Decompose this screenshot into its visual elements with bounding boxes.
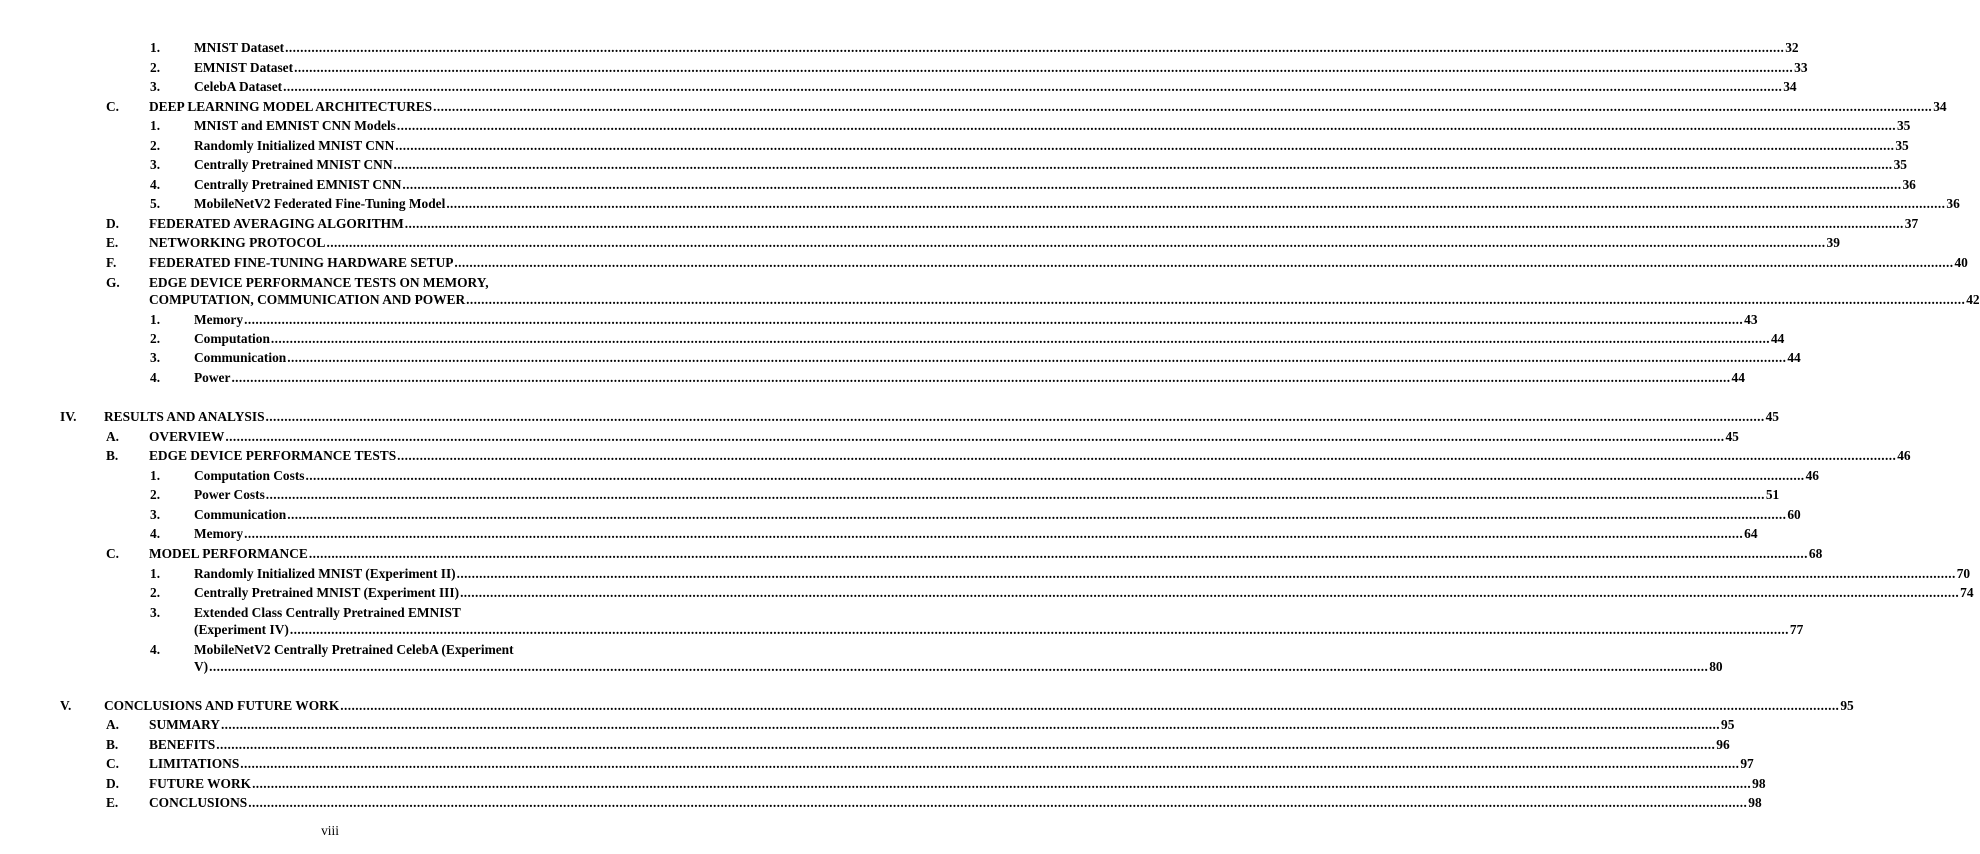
toc-entry-body <box>194 38 1799 58</box>
toc-entry-body <box>104 696 1854 716</box>
toc-entry-page: 35 <box>1893 157 1907 172</box>
toc-entry-number: 1. <box>150 40 161 55</box>
toc-entry-page: 68 <box>1808 546 1823 561</box>
toc-entry-page: 60 <box>1787 507 1801 522</box>
toc-entry-body <box>194 524 1758 544</box>
toc-entry[interactable] <box>0 310 1758 330</box>
toc-entry-title: COMPUTATION, COMMUNICATION AND POWER <box>149 292 466 307</box>
toc-entry[interactable] <box>0 485 1780 505</box>
toc-dot-leader: ................................................................................................................................................................................................................................................................................................................................................................................................................ <box>285 40 1785 55</box>
toc-entry-number: V. <box>60 698 72 713</box>
toc-entry-page: 70 <box>1956 566 1971 581</box>
toc-entry-body <box>194 116 1911 136</box>
toc-entry-body <box>149 774 1766 794</box>
toc-entry-page: 45 <box>1765 409 1779 424</box>
toc-entry-page: 95 <box>1840 698 1854 713</box>
toc-entry[interactable] <box>0 583 1974 603</box>
toc-entry[interactable] <box>0 348 1801 368</box>
toc-dot-leader: ................................................................................................................................................................................................................................................................................................................................................................................................................ <box>265 409 1765 424</box>
toc-entry-number: C. <box>106 99 120 114</box>
toc-entry-title: EMNIST Dataset <box>194 60 294 75</box>
toc-entry-title: FUTURE WORK <box>149 776 252 791</box>
toc-dot-leader: ................................................................................................................................................................................................................................................................................................................................................................................................................ <box>265 487 1765 502</box>
toc-entry-number: 1. <box>150 312 161 327</box>
toc-entry[interactable] <box>0 77 1797 97</box>
toc-entry-page: 45 <box>1725 429 1739 444</box>
toc-entry-title: Centrally Pretrained MNIST CNN <box>194 157 393 172</box>
toc-entry-number: 5. <box>150 196 161 211</box>
toc-entry-title: Communication <box>194 350 287 365</box>
toc-entry-title: Centrally Pretrained EMNIST CNN <box>194 177 402 192</box>
toc-entry-body <box>149 735 1730 755</box>
toc-entry-title: Randomly Initialized MNIST CNN <box>194 138 395 153</box>
toc-entry[interactable] <box>0 774 1766 794</box>
toc-dot-leader: ................................................................................................................................................................................................................................................................................................................................................................................................................ <box>252 776 1752 791</box>
toc-entry[interactable] <box>0 233 1840 253</box>
toc-entry-page: 97 <box>1740 756 1754 771</box>
toc-entry[interactable] <box>0 194 1960 214</box>
toc-entry-number: 3. <box>150 507 161 522</box>
toc-entry-page: 43 <box>1744 312 1758 327</box>
toc-entry-number: 1. <box>150 566 161 581</box>
toc-entry-title: Memory <box>194 312 244 327</box>
toc-entry-body <box>149 97 1947 117</box>
toc-dot-leader: ................................................................................................................................................................................................................................................................................................................................................................................................................ <box>433 99 1933 114</box>
toc-entry-number: 3. <box>150 157 161 172</box>
toc-entry-body <box>194 505 1801 525</box>
toc-dot-leader: ................................................................................................................................................................................................................................................................................................................................................................................................................ <box>209 659 1709 674</box>
toc-dot-leader: ................................................................................................................................................................................................................................................................................................................................................................................................................ <box>225 429 1725 444</box>
toc-entry-title: LIMITATIONS <box>149 756 240 771</box>
toc-entry-title: OVERVIEW <box>149 429 225 444</box>
toc-entry-number: 2. <box>150 487 161 502</box>
toc-entry-title: SUMMARY <box>149 717 220 732</box>
toc-dot-leader: ................................................................................................................................................................................................................................................................................................................................................................................................................ <box>396 118 1896 133</box>
toc-entry-title: Memory <box>194 526 244 541</box>
toc-entry-number: F. <box>106 255 117 270</box>
toc-dot-leader: ................................................................................................................................................................................................................................................................................................................................................................................................................ <box>244 526 1744 541</box>
toc-entry[interactable] <box>0 754 1754 774</box>
toc-dot-leader: ................................................................................................................................................................................................................................................................................................................................................................................................................ <box>231 370 1731 385</box>
toc-dot-leader: ................................................................................................................................................................................................................................................................................................................................................................................................................ <box>287 507 1787 522</box>
toc-entry-number: A. <box>106 717 120 732</box>
toc-entry[interactable] <box>0 368 1745 388</box>
toc-entry-body <box>104 407 1779 427</box>
toc-entry[interactable] <box>0 116 1911 136</box>
toc-entry-title: FEDERATED FINE-TUNING HARDWARE SETUP <box>149 255 454 270</box>
toc-entry-body <box>194 368 1745 388</box>
toc-entry-number: G. <box>106 275 120 290</box>
toc-entry-body <box>194 155 1907 175</box>
toc-entry-title: Centrally Pretrained MNIST (Experiment III) <box>194 585 460 600</box>
toc-entry-title: V) <box>194 659 209 674</box>
toc-entry-title: Computation <box>194 331 270 346</box>
toc-entry-number: 2. <box>150 331 161 346</box>
toc-entry[interactable] <box>0 657 1723 677</box>
toc-entry-title: BENEFITS <box>149 737 216 752</box>
toc-entry-title: MNIST and EMNIST CNN Models <box>194 118 396 133</box>
toc-entry-body <box>194 175 1916 195</box>
toc-entry-number: D. <box>106 216 120 231</box>
toc-entry-body <box>149 715 1735 735</box>
toc-dot-leader: ................................................................................................................................................................................................................................................................................................................................................................................................................ <box>287 350 1787 365</box>
toc-entry-title: Power Costs <box>194 487 265 502</box>
toc-entry-body <box>194 136 1909 156</box>
toc-entry-body <box>149 544 1823 564</box>
toc-entry-number: C. <box>106 756 120 771</box>
toc-entry-number: 2. <box>150 138 161 153</box>
toc-entry-number: C. <box>106 546 120 561</box>
toc-entry-page: 46 <box>1897 448 1911 463</box>
toc-entry-body <box>194 620 1804 640</box>
toc-entry-page: 74 <box>1960 585 1974 600</box>
toc-entry-body <box>149 427 1739 447</box>
toc-entry-page: 95 <box>1721 717 1735 732</box>
toc-entry[interactable] <box>0 505 1801 525</box>
toc-entry-body <box>149 290 1980 310</box>
toc-entry-body <box>149 253 1968 273</box>
toc-entry-page: 34 <box>1933 99 1947 114</box>
toc-entry-title: MODEL PERFORMANCE <box>149 546 308 561</box>
toc-entry[interactable] <box>0 427 1739 447</box>
toc-entry-body <box>194 564 1971 584</box>
toc-entry-body <box>149 793 1762 813</box>
toc-dot-leader: ................................................................................................................................................................................................................................................................................................................................................................................................................ <box>240 756 1740 771</box>
toc-entry-title: MobileNetV2 Federated Fine-Tuning Model <box>194 196 446 211</box>
toc-entry-page: 51 <box>1765 487 1780 502</box>
toc-entry[interactable] <box>0 329 1785 349</box>
toc-entry-body <box>194 348 1801 368</box>
toc-entry[interactable] <box>0 407 1779 427</box>
toc-entry-page: 35 <box>1896 118 1911 133</box>
toc-dot-leader: ................................................................................................................................................................................................................................................................................................................................................................................................................ <box>248 795 1748 810</box>
toc-entry-number: 4. <box>150 370 161 385</box>
toc-entry-page: 98 <box>1752 776 1766 791</box>
toc-entry-number: A. <box>106 429 120 444</box>
toc-entry[interactable] <box>0 290 1980 310</box>
toc-dot-leader: ................................................................................................................................................................................................................................................................................................................................................................................................................ <box>283 79 1783 94</box>
toc-dot-leader: ................................................................................................................................................................................................................................................................................................................................................................................................................ <box>308 546 1808 561</box>
toc-entry[interactable] <box>0 793 1762 813</box>
toc-entry-body <box>194 466 1819 486</box>
toc-entry[interactable] <box>0 253 1968 273</box>
toc-entry-page: 36 <box>1946 196 1960 211</box>
toc-entry-number: 3. <box>150 605 161 620</box>
toc-entry-title: EDGE DEVICE PERFORMANCE TESTS <box>149 448 397 463</box>
toc-entry-page: 34 <box>1783 79 1797 94</box>
toc-entry[interactable] <box>0 715 1735 735</box>
toc-entry-body <box>149 754 1754 774</box>
toc-entry-number: B. <box>106 737 119 752</box>
toc-dot-leader: ................................................................................................................................................................................................................................................................................................................................................................................................................ <box>216 737 1716 752</box>
toc-entry[interactable] <box>0 136 1909 156</box>
toc-dot-leader: ................................................................................................................................................................................................................................................................................................................................................................................................................ <box>244 312 1744 327</box>
toc-entry-title: MobileNetV2 Centrally Pretrained CelebA (Experiment <box>194 642 514 657</box>
page-number: viii <box>321 823 339 838</box>
toc-entry-title: (Experiment IV) <box>194 622 289 637</box>
toc-entry-title: DEEP LEARNING MODEL ARCHITECTURES <box>149 99 433 114</box>
toc-entry-body <box>194 657 1723 677</box>
toc-dot-leader: ................................................................................................................................................................................................................................................................................................................................................................................................................ <box>446 196 1946 211</box>
toc-entry[interactable] <box>0 446 1911 466</box>
toc-entry-title: NETWORKING PROTOCOL <box>149 235 326 250</box>
toc-entry-title: Randomly Initialized MNIST (Experiment II) <box>194 566 456 581</box>
toc-entry[interactable] <box>0 544 1823 564</box>
toc-entry-body <box>194 329 1785 349</box>
toc-entry-page: 64 <box>1744 526 1758 541</box>
toc-entry-number: IV. <box>60 409 77 424</box>
toc-entry-page: 44 <box>1731 370 1745 385</box>
toc-entry-number: 2. <box>150 585 161 600</box>
toc-entry-page: 32 <box>1785 40 1799 55</box>
toc-entry-page: 46 <box>1805 468 1819 483</box>
toc-entry[interactable] <box>0 175 1916 195</box>
toc-entry-body <box>194 583 1974 603</box>
toc-entry[interactable] <box>0 524 1758 544</box>
toc-entry-number: 4. <box>150 526 161 541</box>
toc-entry-body <box>149 233 1840 253</box>
toc-entry-number: 4. <box>150 177 161 192</box>
toc-entry-page: 98 <box>1748 795 1762 810</box>
toc-entry-title: FEDERATED AVERAGING ALGORITHM <box>149 216 404 231</box>
toc-dot-leader: ................................................................................................................................................................................................................................................................................................................................................................................................................ <box>404 216 1904 231</box>
toc-entry-number: B. <box>106 448 119 463</box>
toc-dot-leader: ................................................................................................................................................................................................................................................................................................................................................................................................................ <box>270 331 1770 346</box>
toc-entry-number: E. <box>106 235 119 250</box>
toc-entry-page: 44 <box>1787 350 1801 365</box>
toc-entry-number: 2. <box>150 60 161 75</box>
toc-entry-body <box>194 194 1960 214</box>
toc-dot-leader: ................................................................................................................................................................................................................................................................................................................................................................................................................ <box>466 292 1966 307</box>
toc-entry-body <box>149 446 1911 466</box>
toc-entry-title: Power <box>194 370 231 385</box>
toc-entry-title: Extended Class Centrally Pretrained EMNIST <box>194 605 461 620</box>
toc-entry-page: 39 <box>1826 235 1840 250</box>
toc-dot-leader: ................................................................................................................................................................................................................................................................................................................................................................................................................ <box>294 60 1794 75</box>
toc-dot-leader: ................................................................................................................................................................................................................................................................................................................................................................................................................ <box>326 235 1826 250</box>
toc-entry-number: 3. <box>150 350 161 365</box>
toc-entry-number: E. <box>106 795 119 810</box>
toc-dot-leader: ................................................................................................................................................................................................................................................................................................................................................................................................................ <box>220 717 1720 732</box>
toc-entry-title: CelebA Dataset <box>194 79 283 94</box>
toc-entry-page: 37 <box>1904 216 1919 231</box>
toc-entry[interactable] <box>0 38 1799 58</box>
toc-entry[interactable] <box>0 735 1730 755</box>
toc-entry-number: 1. <box>150 468 161 483</box>
toc-dot-leader: ................................................................................................................................................................................................................................................................................................................................................................................................................ <box>402 177 1902 192</box>
toc-dot-leader: ................................................................................................................................................................................................................................................................................................................................................................................................................ <box>460 585 1960 600</box>
toc-dot-leader: ................................................................................................................................................................................................................................................................................................................................................................................................................ <box>305 468 1805 483</box>
toc-entry-number: 1. <box>150 118 161 133</box>
toc-dot-leader: ................................................................................................................................................................................................................................................................................................................................................................................................................ <box>340 698 1840 713</box>
toc-entry-page: 36 <box>1902 177 1916 192</box>
toc-entry[interactable] <box>0 620 1804 640</box>
toc-entry-title: CONCLUSIONS <box>149 795 248 810</box>
toc-dot-leader: ................................................................................................................................................................................................................................................................................................................................................................................................................ <box>454 255 1954 270</box>
toc-dot-leader: ................................................................................................................................................................................................................................................................................................................................................................................................................ <box>289 622 1789 637</box>
toc-entry-page: 33 <box>1794 60 1808 75</box>
toc-entry-body <box>149 214 1919 234</box>
toc-entry-title: CONCLUSIONS AND FUTURE WORK <box>104 698 340 713</box>
toc-entry-body <box>194 485 1780 505</box>
toc-entry-page: 42 <box>1966 292 1980 307</box>
toc-entry-title: EDGE DEVICE PERFORMANCE TESTS ON MEMORY, <box>149 275 489 290</box>
toc-entry-title: Communication <box>194 507 287 522</box>
toc-dot-leader: ................................................................................................................................................................................................................................................................................................................................................................................................................ <box>395 138 1895 153</box>
toc-entry-page: 96 <box>1716 737 1730 752</box>
toc-entry[interactable] <box>0 58 1808 78</box>
toc-entry-page: 77 <box>1789 622 1804 637</box>
toc-entry-body <box>194 58 1808 78</box>
toc-entry-page: 35 <box>1895 138 1909 153</box>
toc-entry-number: 4. <box>150 642 161 657</box>
toc-entry-title: Computation Costs <box>194 468 305 483</box>
toc-entry-page: 80 <box>1709 659 1723 674</box>
toc-entry[interactable] <box>0 466 1819 486</box>
toc-dot-leader: ................................................................................................................................................................................................................................................................................................................................................................................................................ <box>456 566 1956 581</box>
toc-entry[interactable] <box>0 155 1907 175</box>
toc-dot-leader: ................................................................................................................................................................................................................................................................................................................................................................................................................ <box>393 157 1893 172</box>
toc-entry-body <box>194 310 1758 330</box>
toc-entry-number: D. <box>106 776 120 791</box>
toc-entry-number: 3. <box>150 79 161 94</box>
toc-entry-title: MNIST Dataset <box>194 40 285 55</box>
toc-entry-page: 44 <box>1770 331 1785 346</box>
toc-entry-body <box>194 77 1797 97</box>
toc-entry-page: 40 <box>1954 255 1968 270</box>
toc-entry[interactable] <box>0 696 1854 716</box>
toc-entry[interactable] <box>0 564 1971 584</box>
toc-dot-leader: ................................................................................................................................................................................................................................................................................................................................................................................................................ <box>397 448 1897 463</box>
toc-entry[interactable] <box>0 214 1919 234</box>
toc-entry-title: RESULTS AND ANALYSIS <box>104 409 265 424</box>
toc-entry[interactable] <box>0 97 1947 117</box>
